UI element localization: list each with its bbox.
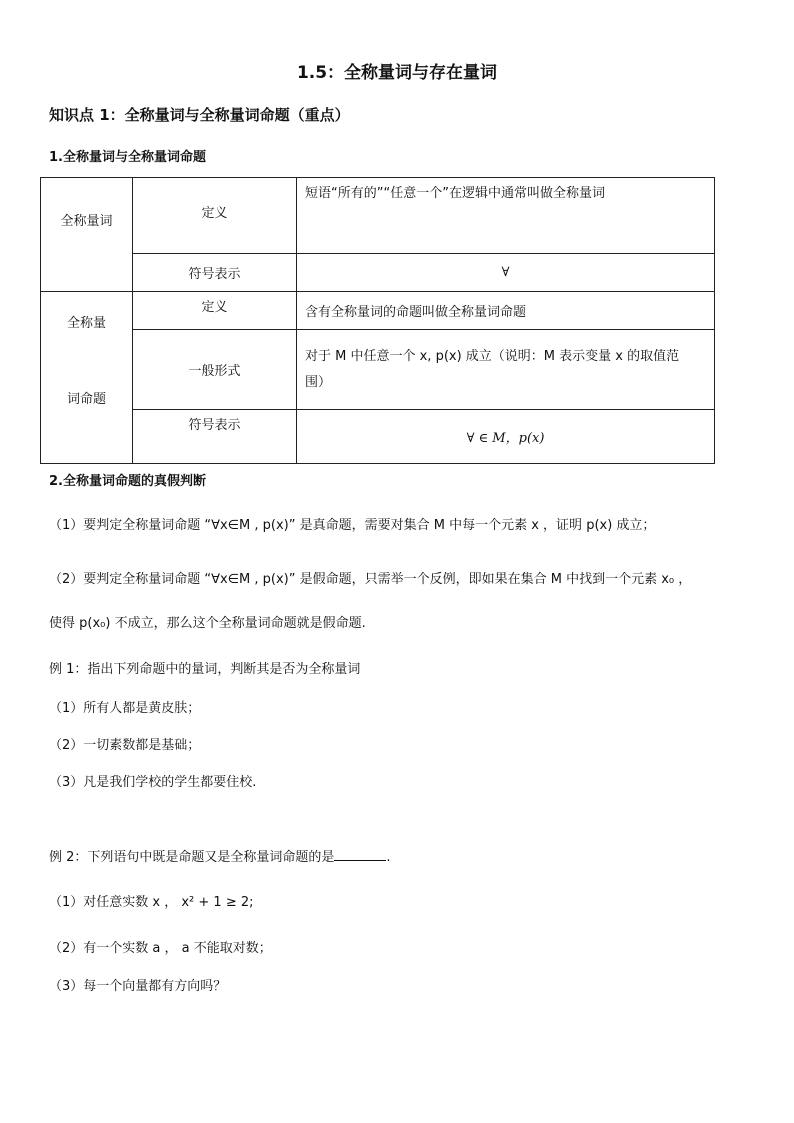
- example1-item-1: （1）所有人都是黄皮肤；: [49, 701, 201, 716]
- judge-paragraph-1: （1）要判定全称量词命题 “∀x∈M , p(x)” 是真命题，需要对集合 M 中每一个元素 x ，证明 p(x) 成立；: [49, 518, 656, 533]
- example1-item-3: （3）凡是我们学校的学生都要住校.: [49, 775, 257, 790]
- judge-paragraph-3: 使得 p(x₀) 不成立，那么这个全称量词命题就是假命题.: [49, 616, 366, 631]
- general-form-line2: 围）: [305, 374, 332, 390]
- symbol-value: ∀ ∈ M，p(x): [297, 410, 715, 464]
- section-heading: 知识点 1：全称量词与全称量词命题（重点）: [49, 106, 350, 124]
- group-label-line2: 词命题: [66, 392, 106, 407]
- example2-title-text: 例 2：下列语句中既是命题又是全称量词命题的是: [49, 850, 335, 865]
- example1-item-2: （2）一切素数都是基础；: [49, 738, 201, 753]
- subsection-heading: 1.全称量词与全称量词命题: [49, 150, 206, 165]
- general-form-label: 一般形式: [133, 330, 297, 410]
- general-form-line1: 对于 M 中任意一个 x, p(x) 成立（说明：M 表示变量 x 的取值范: [305, 348, 680, 364]
- universal-proposition-cell: [41, 292, 133, 464]
- judge-paragraph-2: （2）要判定全称量词命题 “∀x∈M , p(x)” 是假命题，只需举一个反例，即如果在集合 M 中找到一个元素 x₀ ，: [49, 572, 692, 587]
- definition-label: 定义: [133, 292, 297, 330]
- symbol-label: 符号表示: [133, 254, 297, 292]
- definition-table: [40, 177, 715, 464]
- group-label-line1: 全称量: [66, 316, 106, 331]
- example2-title: [49, 846, 391, 865]
- subsection-heading: 2.全称量词命题的真假判断: [49, 474, 206, 489]
- definition-value: 含有全称量词的命题叫做全称量词命题: [297, 292, 715, 330]
- universal-quantifier-cell: 全称量词: [41, 178, 133, 292]
- symbol-label: 符号表示: [133, 410, 297, 464]
- definition-label: 定义: [133, 178, 297, 254]
- answer-blank: [334, 848, 386, 861]
- symbol-value: ∀: [297, 254, 715, 292]
- example2-item-2: （2）有一个实数 a ， a 不能取对数；: [49, 941, 272, 956]
- example1-title: 例 1：指出下列命题中的量词，判断其是否为全称量词: [49, 662, 361, 677]
- general-form-value: [297, 330, 715, 410]
- example2-item-1: （1）对任意实数 x ， x² + 1 ≥ 2;: [49, 895, 254, 910]
- definition-value: 短语“所有的”“任意一个”在逻辑中通常叫做全称量词: [297, 178, 715, 254]
- page-title: 1.5：全称量词与存在量词: [296, 63, 498, 83]
- example2-title-end: .: [386, 850, 391, 865]
- example2-item-3: （3）每一个向量都有方向吗？: [49, 979, 227, 994]
